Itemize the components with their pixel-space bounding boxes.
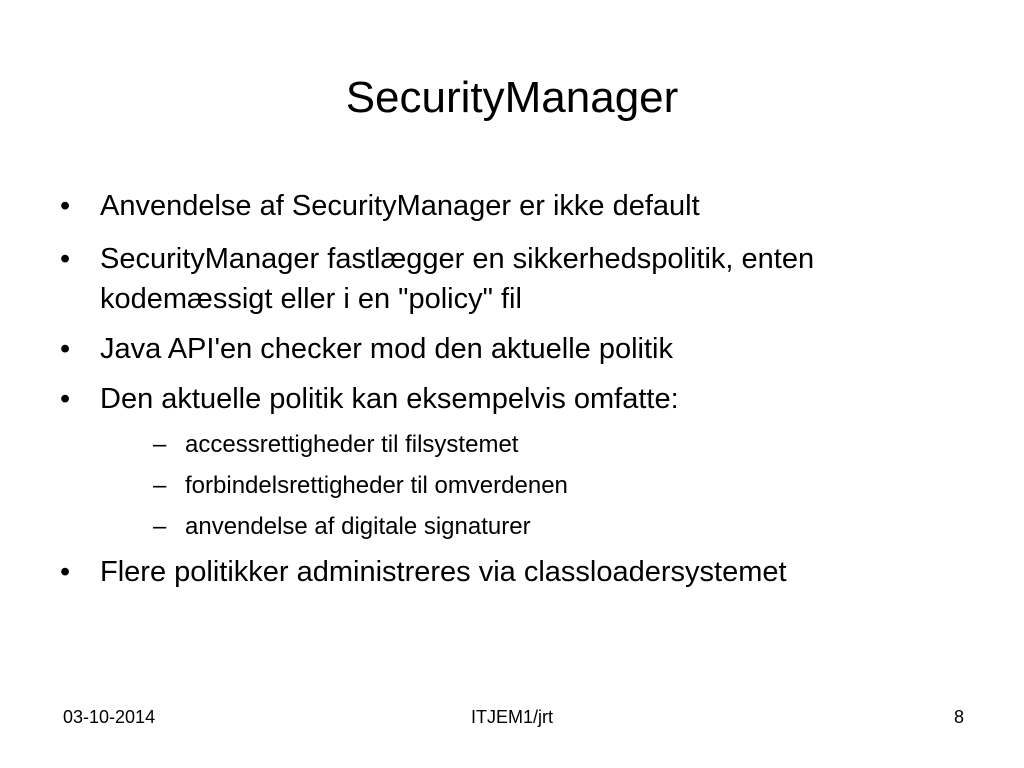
bullet-item bbox=[60, 329, 960, 369]
bullet-marker: • bbox=[60, 190, 71, 222]
footer-page-number: 8 bbox=[953, 707, 964, 727]
footer-date: 03-10-2014 bbox=[63, 707, 156, 727]
bullet-marker: • bbox=[60, 333, 71, 365]
bullet-text: SecurityManager fastlægger en sikkerhedspolitik, enten kodemæssigt eller i en "policy" fil bbox=[100, 243, 815, 315]
bullet-marker: • bbox=[60, 243, 71, 275]
sub-bullet-marker: – bbox=[153, 431, 167, 458]
bullet-item bbox=[60, 239, 960, 319]
sub-bullet-text: accessrettigheder til filsystemet bbox=[185, 431, 519, 458]
sub-bullet-text: forbindelsrettigheder til omverdenen bbox=[185, 472, 568, 499]
bullet-text: Anvendelse af SecurityManager er ikke default bbox=[100, 190, 700, 222]
bullet-item bbox=[60, 379, 960, 542]
bullet-text: Flere politikker administreres via classloadersystemet bbox=[100, 556, 787, 588]
sub-bullet-marker: – bbox=[153, 513, 167, 540]
sub-bullet-item bbox=[100, 470, 960, 501]
bullet-list bbox=[60, 186, 960, 592]
slide-title: SecurityManager bbox=[345, 73, 679, 122]
sub-bullet-item bbox=[100, 511, 960, 542]
bullet-marker: • bbox=[60, 383, 71, 415]
sub-bullet-list bbox=[100, 429, 960, 542]
bullet-text: Den aktuelle politik kan eksempelvis omfatte: bbox=[100, 383, 679, 415]
sub-bullet-text: anvendelse af digitale signaturer bbox=[185, 513, 531, 540]
bullet-marker: • bbox=[60, 556, 71, 588]
bullet-item bbox=[60, 552, 960, 592]
sub-bullet-marker: – bbox=[153, 472, 167, 499]
bullet-item bbox=[60, 186, 960, 226]
sub-bullet-item bbox=[100, 429, 960, 460]
footer-label: ITJEM1/jrt bbox=[470, 707, 553, 727]
bullet-text: Java API'en checker mod den aktuelle politik bbox=[100, 333, 673, 365]
